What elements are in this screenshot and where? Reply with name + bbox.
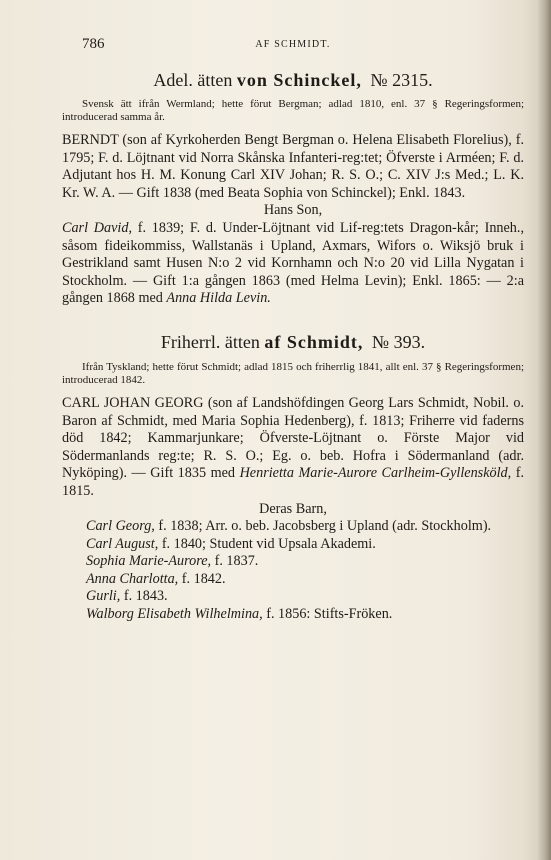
page-edge-shadow [537,0,551,860]
list-item [74,606,524,624]
section-intro: Ifrån Tyskland; hette förut Schmidt; adlad 1815 och friherrlig 1841, allt enl. 37 § Regeringsformen; introducerad 1842. [62,360,524,386]
list-item [74,588,524,606]
child-name: Carl August, [86,535,159,552]
child-text: f. 1840; Student vid Upsala Akademi. [158,535,376,552]
son-heading: Hans Son, [263,202,323,219]
section-af-schmidt [62,330,524,624]
entry-text: CARL JOHAN GEORG (son af Landshöfdingen Georg Lars Schmidt, Nobil. o. Baron af Schmidt, med Maria Sophia Hedenberg), f. 1813; Friherre vid faderns död 1842; Kammarjunkare; Öfverste-Löjtnant o. Förste Major vid Södermanlands reg:te; R. S. O.; Eg. o. beb. Hofra i Södermanland (adr. Nyköping). — Gift 1835 med [62,394,524,482]
entry-carl-johan-georg [62,395,524,501]
section-title-number: № 393. [371,331,426,352]
child-name: Gurli, [86,588,121,605]
section-intro: Svensk ätt ifrån Wermland; hette förut Bergman; adlad 1810, enl. 37 § Regeringsformen; introducerad samma år. [62,98,524,123]
page-content [62,30,524,624]
section-title-number: № 2315. [370,70,433,90]
child-name: Carl Georg, [86,518,155,535]
child-name: Sophia Marie-Aurore, [86,553,212,570]
child-name: Carl David, [62,219,132,236]
child-text: f. 1839; F. d. Under-Löjtnant vid Lif-reg:tets Dragon-kår; Inneh., såsom fideikommiss, Wallstanäs i Upland, Axmars, Wifors o. Wiksjö bruk i Gestrikland samt Husen N:o 2 vid Kornhamn och N:o 20 vid Lilla Nygatan i Stockholm. — Gift 1:a gången 1863 (med Helma Levin); Enkl. 1865: — 2:a gången 1868 med [62,219,524,307]
list-item [74,518,524,536]
section-title-af-schmidt [62,330,524,354]
section-title-family: von Schinckel, [236,70,362,90]
children-list [62,518,524,624]
entry-berndt: BERNDT (son af Kyrkoherden Bengt Bergman o. Helena Elisabeth Florelius), f. 1795; F. d. Löjtnant vid Norra Skånska Infanteri-reg:tet; Öfverste i Arméen; F. d. Adjutant hos H. M. Konung Carl XIV Johan; R. S. O.; C. XIV J:s Med.; L. K. Kr. W. A. — Gift 1838 (med Beata Sophia von Schinckel); Enkl. 1843. [62,132,524,201]
running-head: AF SCHMIDT. [255,39,331,50]
list-item [74,536,524,554]
entry-text-end: f. 1815. [62,465,524,499]
child-name: Anna Charlotta, [86,570,179,587]
child-text: f. 1842. [178,570,226,587]
child-text: f. 1856: Stifts-Fröken. [262,606,393,623]
page-number: 786 [82,36,105,52]
children-heading: Deras Barn, [259,500,327,517]
page-header [62,30,524,60]
list-item [74,571,524,589]
spouse-name: Anna Hilda Levin. [166,290,271,307]
section-title-prefix: Adel. ätten [153,70,233,90]
child-text: f. 1837. [211,553,259,570]
section-title-prefix: Friherrl. ätten [160,331,260,352]
child-text: f. 1843. [120,588,168,605]
section-title-family: af Schmidt, [264,331,364,352]
child-name: Walborg Elisabeth Wilhelmina, [86,606,263,623]
child-text: f. 1838; Arr. o. beb. Jacobsberg i Upland (adr. Stockholm). [154,518,492,535]
section-title-von-schinckel [62,68,524,92]
list-item [74,553,524,571]
spouse-name: Henrietta Marie-Aurore Carlheim-Gyllensköld, [239,465,512,482]
entry-carl-david [62,220,524,308]
